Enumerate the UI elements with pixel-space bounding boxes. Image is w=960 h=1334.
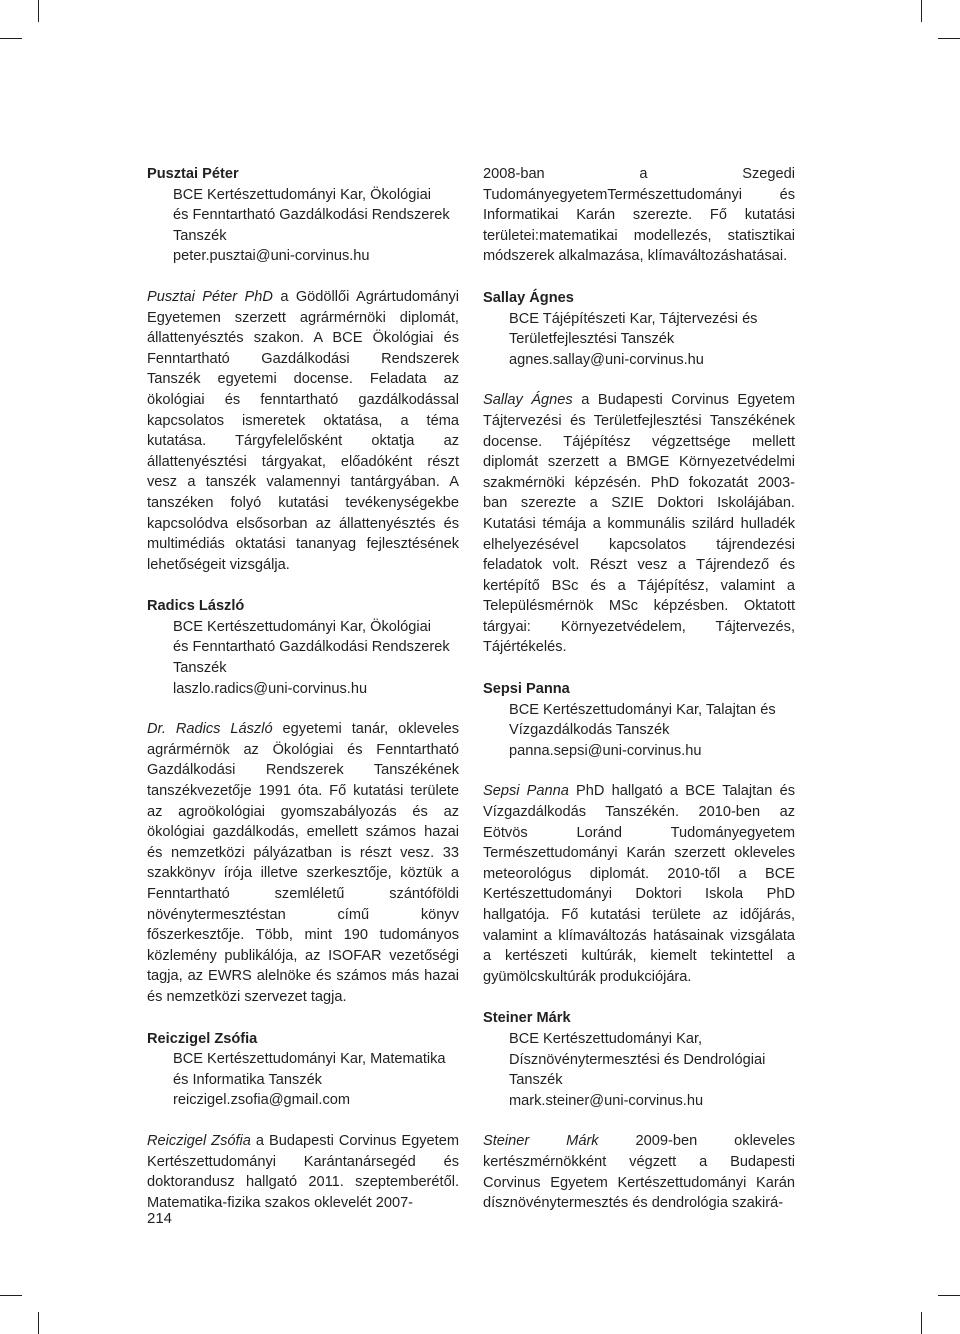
author-name: Radics László (147, 598, 245, 615)
bio-name: Sepsi Panna (483, 783, 569, 800)
affiliation-line: BCE Kertészettudományi Kar, Talajtan és (509, 701, 776, 718)
author-affiliation (509, 309, 795, 371)
affiliation-line: és Fenntartható Gazdálkodási Rendszerek (173, 207, 450, 224)
author-name: Sepsi Panna (483, 681, 570, 698)
bio-name: Dr. Radics László (147, 721, 273, 738)
author-entry (147, 596, 459, 1007)
author-email: reiczigel.zsofia@gmail.com (173, 1092, 351, 1109)
bio-name: Steiner Márk (483, 1133, 599, 1150)
affiliation-line: BCE Kertészettudományi Kar, (509, 1030, 703, 1047)
author-affiliation (509, 700, 795, 762)
author-email: laszlo.radics@uni-corvinus.hu (173, 680, 368, 697)
author-bio (483, 1131, 795, 1213)
author-affiliation (173, 185, 459, 267)
author-affiliation (173, 1049, 459, 1111)
author-bio (483, 781, 795, 987)
bio-continuation: 2008-ban a Szegedi TudományegyetemTermészettudományi és Informatikai Karán szerezte. Fő kutatási területei:matematikai modellezés, statisztikai módszerek alkalmazása, klímaváltozáshatásai. (483, 166, 795, 265)
author-bio (147, 287, 459, 575)
crop-mark (938, 38, 960, 39)
author-name: Pusztai Péter (147, 166, 239, 182)
affiliation-line: BCE Kertészettudományi Kar, Ökológiai (173, 186, 431, 203)
bio-text: PhD hallgató a BCE Talajtan és Vízgazdálkodás Tanszékén. 2010-ben az Eötvös Loránd Tudományegyetem Természettudományi Karán szerzett okleveles meteorológus diplomát. 2010-től a BCE Kertészettudományi Doktori Iskola PhD hallgatója. Fő kutatási területe az időjárás, valamint a klímaváltozás hatásainak vizsgálata a kertészeti kultúrák, kiemelt tekintettel a gyümölcskultúrák produkciójára. (483, 783, 795, 985)
crop-mark (921, 0, 922, 22)
affiliation-line: BCE Kertészettudományi Kar, Matematika (173, 1051, 446, 1068)
page-number: 214 (147, 1210, 173, 1227)
bio-text: 2009-ben okleveles kertészmérnökként végzett a Budapesti Corvinus Egyetem Kertészettudományi Karán dísznövénytermesztés és dendrológia szakirá- (483, 1133, 795, 1212)
author-bio (147, 719, 459, 1007)
author-affiliation (173, 617, 459, 699)
bio-text: a Budapesti Corvinus Egyetem Tájtervezési és Területfejlesztési Tanszékének docense. Tájépítész végzettsége mellett diplomát szerzett a BMGE Környezetvédelmi szakmérnöki képzésén. PhD fokozatát 2003-ban szerezte a SZIE Doktori Iskolájában. Kutatási témája a kommunális szilárd hulladék elhelyezésével kapcsolatos tájrendezési feladatok volt. Részt vesz a Tájrendező és kertépítő BSc és a Tájépítész, valamint a Településmérnök MSc képzésben. Oktatott tárgyai: Környezetvédelem, Tájtervezés, Tájértékelés. (483, 392, 796, 656)
bio-text: egyetemi tanár, okleveles agrármérnök az Ökológiai és Fenntartható Gazdálkodási Rendszerek Tanszékének tanszékvezetője 1991 óta. Fő kutatási területe az agroökológiai gyomszabályozás és az ökológiai gazdálkodás, emellett számos hazai és nemzetközi pályázatban is részt vesz. 33 szakkönyv írója illetve szerkesztője, köztük a Fenntartható szemléletű szántóföldi növénytermesztéstan című könyv főszerkesztője. Több, mint 190 tudományos közlemény publikálója, az ISOFAR vezetőségi tagja, az EWRS alelnöke és számos más hazai és nemzetközi szervezet tagja. (147, 721, 459, 1005)
bio-text: a Gödöllői Agrártudományi Egyetemen szerzett agrármérnöki diplomát, állattenyésztés szakon. A BCE Ökológiai és Fenntartható Gazdálkodási Rendszerek Tanszék egyetemi docense. Feladata az ökológiai és fenntartható gazdálkodással kapcsolatos ismeretek oktatása, a téma kutatása. Tárgyfelelősként oktatja az állattenyésztési tárgyakat, előadóként részt vesz a tanszék valamennyi tantárgyában. A tanszéken folyó kutatási tevékenységekbe kapcsolódva elsősorban az állattenyésztés és multimédiás oktatási tananyag fejlesztésének lehetőségeit vizsgálja. (147, 288, 459, 573)
affiliation-line: Dísznövénytermesztési és Dendrológiai (509, 1051, 766, 1068)
author-email: agnes.sallay@uni-corvinus.hu (509, 351, 704, 368)
author-entry (483, 679, 795, 987)
bio-text: a Budapesti Corvinus Egyetem Kertészettudományi Karántanársegéd és doktorandusz hallgató 2011. szeptemberétől. Matematika-fizika szakos oklevelét 2007- (147, 1132, 459, 1211)
affiliation-line: BCE Tájépítészeti Kar, Tájtervezési és (509, 310, 758, 327)
crop-mark (938, 1295, 960, 1296)
author-entry (147, 164, 459, 575)
bio-name: Pusztai Péter PhD (147, 288, 273, 305)
author-email: panna.sepsi@uni-corvinus.hu (509, 742, 702, 759)
crop-mark (921, 1312, 922, 1334)
affiliation-line: Vízgazdálkodás Tanszék (509, 722, 670, 739)
author-entry (147, 1029, 459, 1214)
right-column (483, 164, 795, 1214)
author-bio (147, 1131, 459, 1213)
affiliation-line: és Fenntartható Gazdálkodási Rendszerek (173, 639, 450, 656)
author-entry (483, 1008, 795, 1213)
affiliation-line: Tanszék (509, 1072, 563, 1089)
author-email: mark.steiner@uni-corvinus.hu (509, 1092, 704, 1109)
author-name: Steiner Márk (483, 1010, 571, 1027)
affiliation-line: Tanszék (173, 660, 227, 677)
left-column (147, 164, 459, 1213)
bio-name: Sallay Ágnes (483, 392, 573, 409)
crop-mark (38, 0, 39, 22)
bio-name: Reiczigel Zsófia (147, 1132, 251, 1149)
affiliation-line: és Informatika Tanszék (173, 1071, 322, 1088)
author-name: Reiczigel Zsófia (147, 1030, 258, 1047)
author-affiliation (509, 1029, 795, 1111)
crop-mark (0, 38, 22, 39)
affiliation-line: Tanszék (173, 227, 227, 244)
author-name: Sallay Ágnes (483, 289, 574, 306)
author-email: peter.pusztai@uni-corvinus.hu (173, 248, 370, 265)
affiliation-line: BCE Kertészettudományi Kar, Ökológiai (173, 618, 431, 635)
crop-mark (0, 1295, 22, 1296)
author-entry (483, 288, 795, 658)
affiliation-line: Területfejlesztési Tanszék (509, 331, 675, 348)
crop-mark (38, 1312, 39, 1334)
author-bio (483, 390, 795, 658)
